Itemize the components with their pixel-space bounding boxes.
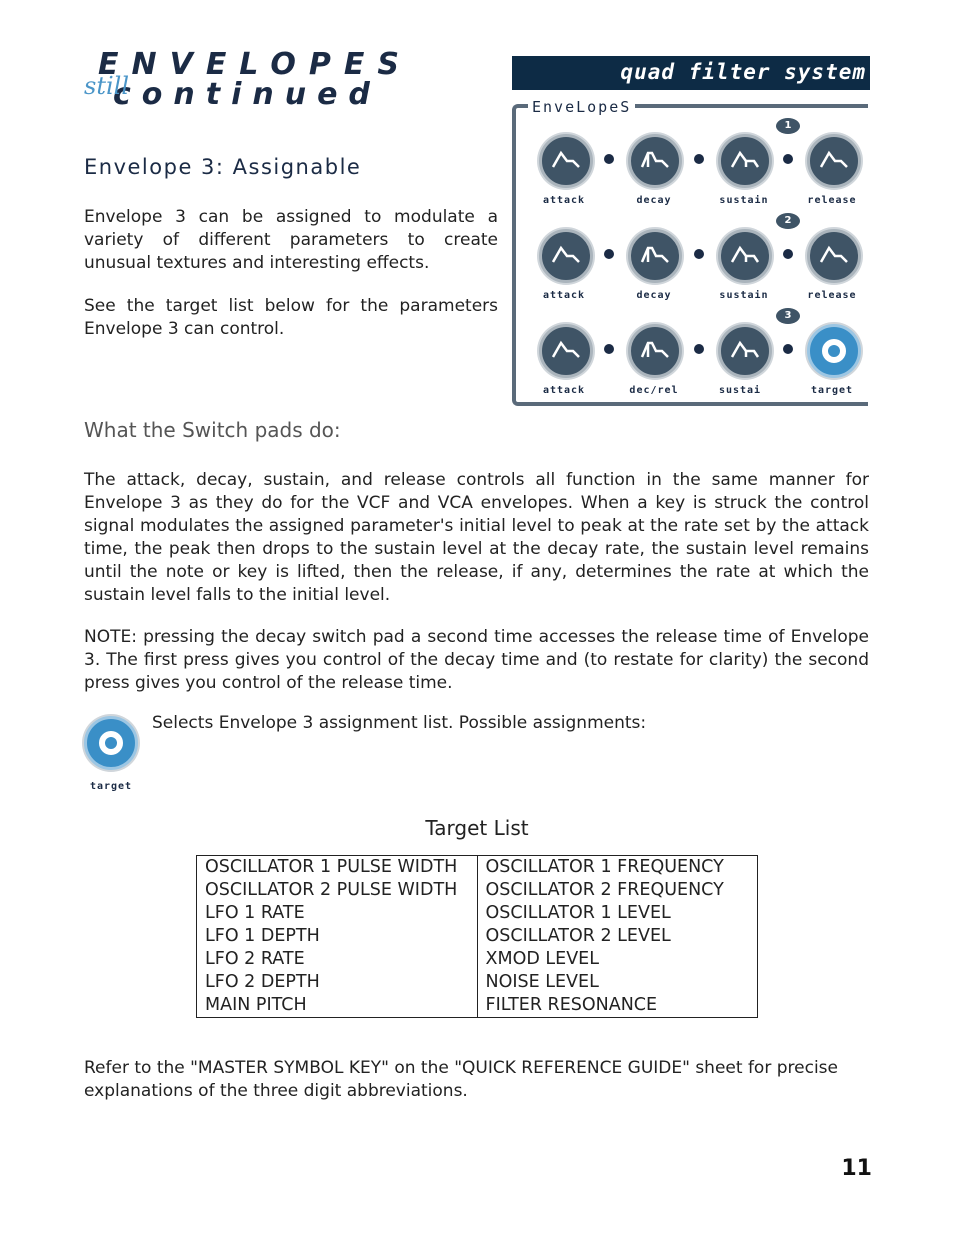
page-number: 11 <box>841 1156 872 1181</box>
target-item: OSCILLATOR 1 LEVEL <box>485 903 671 923</box>
attack-shape-icon <box>551 149 581 169</box>
target-list-left-column <box>197 856 478 1018</box>
separator-dot <box>783 344 793 354</box>
section-heading-switch-pads: What the Switch pads do: <box>84 418 341 442</box>
still-script: still <box>84 72 129 100</box>
attack-shape-icon <box>551 339 581 359</box>
separator-dot <box>694 249 704 259</box>
target-label: target <box>89 781 133 792</box>
knob-label: attack <box>542 195 586 206</box>
sustain-shape-icon <box>730 339 760 359</box>
separator-dot <box>783 154 793 164</box>
sustain-knob-3[interactable] <box>718 324 772 378</box>
target-list-right-column <box>477 856 758 1018</box>
knob-label: decay <box>636 290 672 301</box>
row-badge-1: 1 <box>776 118 800 134</box>
knob-label: sustai <box>718 385 762 396</box>
separator-dot <box>694 154 704 164</box>
sustain-knob-2[interactable] <box>718 229 772 283</box>
panel-header <box>512 56 870 90</box>
envelope3-paragraph-1: Envelope 3 can be assigned to modulate a variety of different parameters to create unusual textures and interesting effects. <box>84 207 498 273</box>
target-list-heading: Target List <box>425 816 529 840</box>
target-item: MAIN PITCH <box>205 995 307 1015</box>
decay-knob-1[interactable] <box>628 134 682 188</box>
envelope3-paragraph-2: See the target list below for the parameters Envelope 3 can control. <box>84 296 498 339</box>
separator-dot <box>604 249 614 259</box>
release-shape-icon <box>819 244 849 264</box>
sustain-knob-1[interactable] <box>718 134 772 188</box>
knob-label: decay <box>636 195 672 206</box>
target-item: XMOD LEVEL <box>485 949 599 969</box>
envelope-panel <box>512 56 870 406</box>
attack-knob-2[interactable] <box>539 229 593 283</box>
panel-header-text: quad filter system <box>620 60 866 84</box>
release-knob-2[interactable] <box>807 229 861 283</box>
decay-release-knob[interactable] <box>628 324 682 378</box>
row-badge-3: 3 <box>776 308 800 324</box>
decay-shape-icon <box>640 149 670 169</box>
knob-label: attack <box>542 290 586 301</box>
sustain-shape-icon <box>730 149 760 169</box>
target-dot <box>828 345 840 357</box>
separator-dot <box>604 344 614 354</box>
attack-shape-icon <box>551 244 581 264</box>
target-item: NOISE LEVEL <box>485 972 599 992</box>
release-knob-1[interactable] <box>807 134 861 188</box>
separator-dot <box>604 154 614 164</box>
decay-shape-icon <box>640 339 670 359</box>
knob-label: sustain <box>719 195 769 206</box>
target-item: OSCILLATOR 2 PULSE WIDTH <box>205 880 458 900</box>
footer-note: Refer to the "MASTER SYMBOL KEY" on the "QUICK REFERENCE GUIDE" sheet for precise explanations of the three digit abbreviations. <box>84 1058 838 1101</box>
separator-dot <box>694 344 704 354</box>
decay-shape-icon <box>640 244 670 264</box>
switch-paragraph-2: NOTE: pressing the decay switch pad a second time accesses the release time of Envelope 3. The first press gives you control of the decay time and (to restate for clarity) the second press gives you control of the release time. <box>84 627 869 693</box>
target-item: LFO 1 DEPTH <box>205 926 320 946</box>
target-list-table <box>196 855 758 1018</box>
knob-label: sustain <box>719 290 769 301</box>
decay-knob-2[interactable] <box>628 229 682 283</box>
target-item: LFO 2 DEPTH <box>205 972 320 992</box>
attack-knob-3[interactable] <box>539 324 593 378</box>
target-description: Selects Envelope 3 assignment list. Possible assignments: <box>152 713 647 733</box>
knob-label: target <box>810 385 854 396</box>
target-knob[interactable] <box>807 324 861 378</box>
separator-dot <box>783 249 793 259</box>
target-dot <box>105 737 117 749</box>
target-item: OSCILLATOR 2 FREQUENCY <box>485 880 724 900</box>
target-item: LFO 2 RATE <box>205 949 305 969</box>
target-item: OSCILLATOR 1 FREQUENCY <box>485 857 724 877</box>
knob-label: dec/rel <box>629 385 679 396</box>
knob-label: release <box>807 290 857 301</box>
target-item: FILTER RESONANCE <box>485 995 658 1015</box>
section-heading-envelope3: Envelope 3: Assignable <box>84 155 362 179</box>
switch-paragraph-1: The attack, decay, sustain, and release controls all function in the same manner for Envelope 3 as they do for the VCF and VCA envelopes. When a key is struck the control signal modulates the assigned parameter's initial level to peak at the rate set by the attack time, the peak then drops to the sustain level at the decay rate, the sustain level remains until the note or key is lifted, then the release, if any, determines the rate at which the sustain level falls to the initial level. <box>84 470 869 605</box>
knob-label: attack <box>542 385 586 396</box>
panel-label: EnveLopeS <box>528 98 635 116</box>
knob-label: release <box>807 195 857 206</box>
target-button-icon <box>84 716 138 770</box>
page-subtitle: continued <box>113 77 381 112</box>
target-item: LFO 1 RATE <box>205 903 305 923</box>
target-item: OSCILLATOR 1 PULSE WIDTH <box>205 857 458 877</box>
target-item: OSCILLATOR 2 LEVEL <box>485 926 671 946</box>
attack-knob-1[interactable] <box>539 134 593 188</box>
release-shape-icon <box>819 149 849 169</box>
page-title: ENVELOPES <box>98 47 412 82</box>
row-badge-2: 2 <box>776 213 800 229</box>
sustain-shape-icon <box>730 244 760 264</box>
